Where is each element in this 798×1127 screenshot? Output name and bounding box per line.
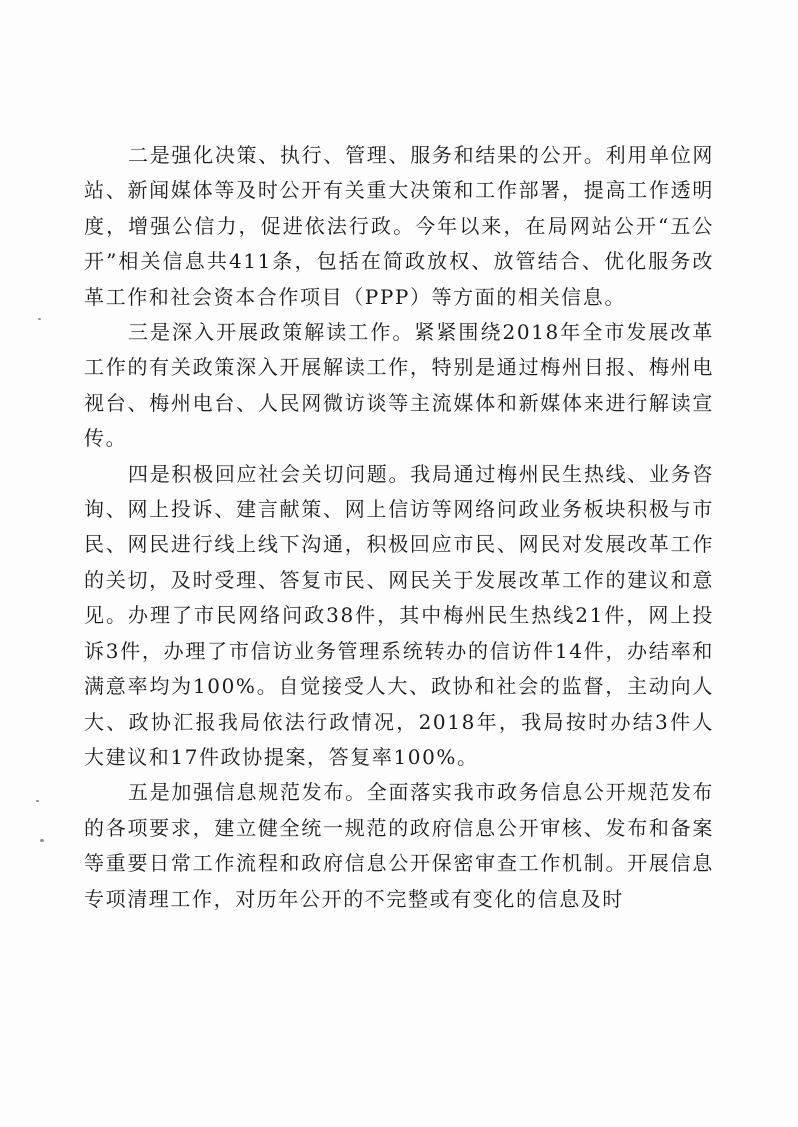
paragraph-policy-interpretation: 三是深入开展政策解读工作。紧紧围绕2018年全市发展改革工作的有关政策深入开展解读工作，特别是通过梅州日报、梅州电视台、梅州电台、人民网微访谈等主流媒体和新媒体来进行解读宣传。 [84, 320, 714, 451]
paragraph-decision-disclosure: 二是强化决策、执行、管理、服务和结果的公开。利用单位网站、新闻媒体等及时公开有关重大决策和工作部署，提高工作透明度，增强公信力，促进依法行政。今年以来，在局网站公开“五公开”相关信息共411条，包括在简政放权、放管结合、优化服务改革工作和社会资本合作项目（PPP）等方面的相关信息。 [84, 143, 714, 309]
paragraph-information-release: 五是加强信息规范发布。全面落实我市政务信息公开规范发布的各项要求，建立健全统一规范的政府信息公开审核、发布和备案等重要日常工作流程和政府信息公开保密审查工作机制。开展信息专项清理工作，对历年公开的不完整或有变化的信息及时 [84, 780, 714, 911]
scan-speck [36, 800, 39, 802]
scan-speck [38, 318, 41, 320]
scan-speck [40, 839, 44, 842]
document-body [84, 138, 714, 917]
paragraph-public-concerns: 四是积极回应社会关切问题。我局通过梅州民生热线、业务咨询、网上投诉、建言献策、网上信访等网络问政业务板块积极与市民、网民进行线上线下沟通，积极回应市民、网民对发展改革工作的关切，及时受理、答复市民、网民关于发展改革工作的建议和意见。办理了市民网络问政38件，其中梅州民生热线21件，网上投诉3件，办理了市信访业务管理系统转办的信访件14件，办结率和满意率均为100%。自觉接受人大、政协和社会的监督，主动向人大、政协汇报我局依法行政情况，2018年，我局按时办结3件人大建议和17件政协提案，答复率100%。 [84, 461, 714, 769]
